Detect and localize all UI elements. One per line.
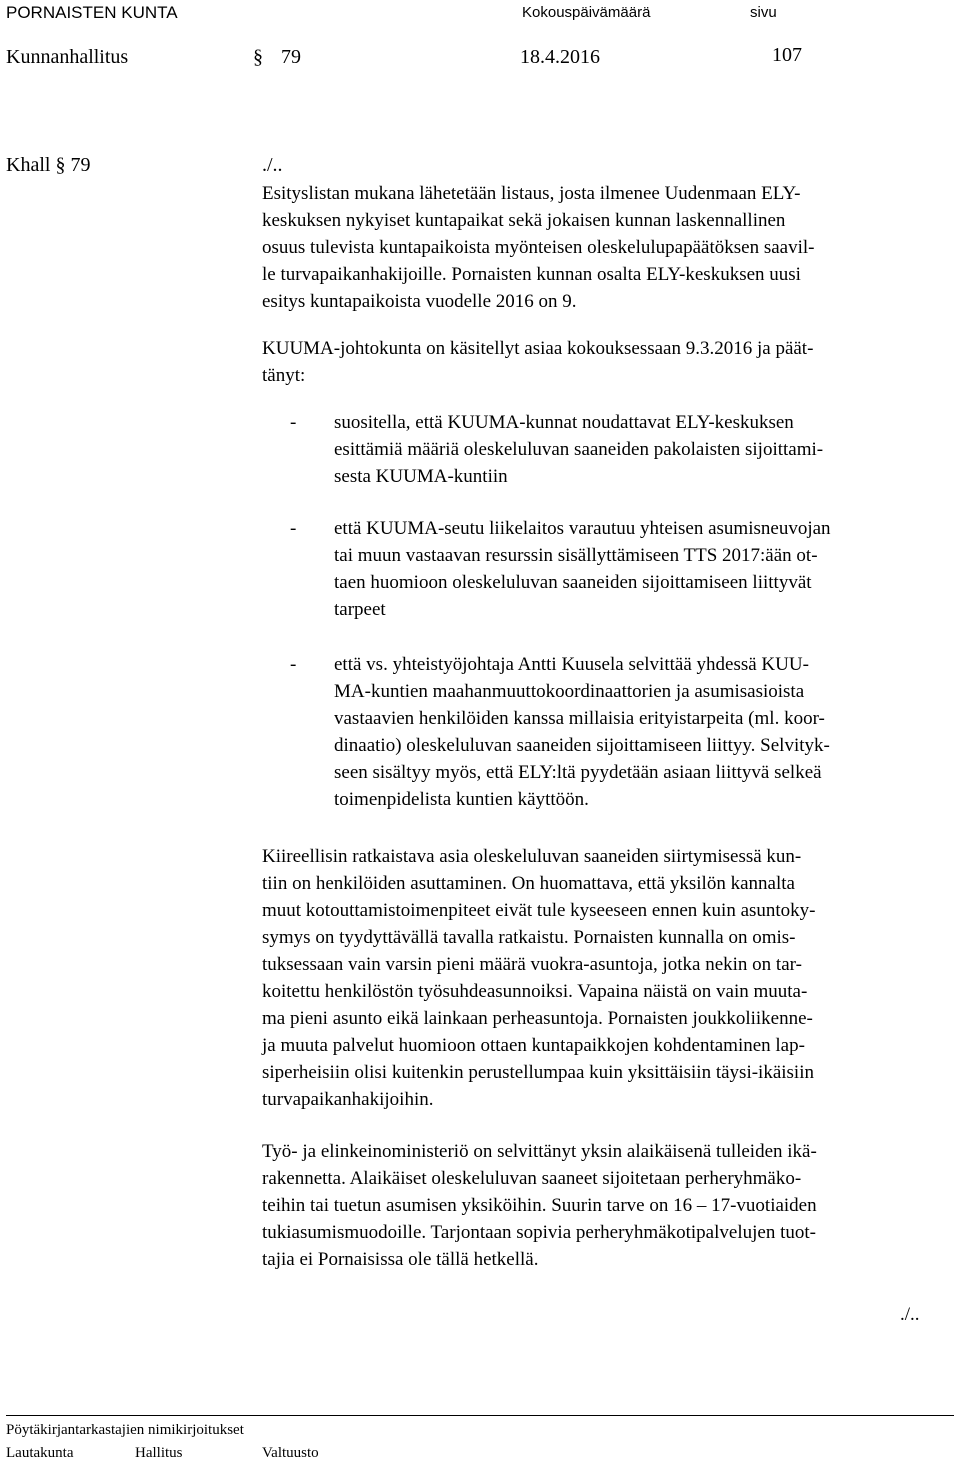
text-line: että vs. yhteistyöjohtaja Antti Kuusela selvittää yhdessä KUU- bbox=[334, 654, 809, 675]
text-line: koitettu henkilöstön työsuhdeasunnoiksi. Vapaina näistä on vain muuta- bbox=[262, 981, 808, 1002]
agenda-number: 79 bbox=[70, 154, 91, 176]
footer-board: Lautakunta bbox=[6, 1445, 74, 1461]
text-line: ma pieni asunto eikä lainkaan perheasuntoja. Pornaisten joukkoliikenne- bbox=[262, 1008, 813, 1029]
text-line: tukiasumismuodoille. Tarjontaan sopivia perheryhmäkotipalvelujen tuot- bbox=[262, 1222, 816, 1243]
text-line: tänyt: bbox=[262, 365, 306, 386]
text-line: tiin on henkilöiden asuttaminen. On huomattava, että yksilön kannalta bbox=[262, 873, 795, 894]
text-line: tai muun vastaavan resurssin sisällyttämiseen TTS 2017:ään ot- bbox=[334, 545, 818, 566]
text-line: ja muuta palvelut huomioon ottaen kuntapaikkojen kohdentaminen lap- bbox=[262, 1035, 805, 1056]
footer-government: Hallitus bbox=[135, 1445, 183, 1461]
agenda-section-sign: § bbox=[55, 154, 66, 176]
organization-name: PORNAISTEN KUNTA bbox=[6, 3, 178, 22]
text-line: turvapaikanhakijoihin. bbox=[262, 1089, 434, 1110]
bullet-item bbox=[334, 409, 952, 490]
text-line: esitys kuntapaikoista vuodelle 2016 on 9. bbox=[262, 291, 577, 312]
text-line: sesta KUUMA-kuntiin bbox=[334, 466, 508, 487]
text-line: tajia ei Pornaisissa ole tällä hetkellä. bbox=[262, 1249, 539, 1270]
paragraph-housing bbox=[262, 843, 952, 1113]
bullet-item bbox=[334, 651, 952, 813]
text-line: Kiireellisin ratkaistava asia oleskeluluvan saaneiden siirtymisessä kun- bbox=[262, 846, 802, 867]
text-line: tuksessaan vain varsin pieni määrä vuokra-asuntoja, jotka nekin on tar- bbox=[262, 954, 802, 975]
text-line: le turvapaikanhakijoille. Pornaisten kunnan osalta ELY-keskuksen uusi bbox=[262, 264, 801, 285]
paragraph-minors bbox=[262, 1138, 952, 1273]
paragraph-kuuma-decision bbox=[262, 335, 952, 389]
text-line: suositella, että KUUMA-kunnat noudattavat ELY-keskuksen bbox=[334, 412, 794, 433]
text-line: dinaatio) oleskeluluvan saaneiden sijoittamiseen liittyy. Selvityk- bbox=[334, 735, 830, 756]
page-label: sivu bbox=[750, 4, 777, 21]
text-line: teihin tai tuetun asumisen yksiköihin. Suurin tarve on 16 – 17-vuotiaiden bbox=[262, 1195, 817, 1216]
page-number: 107 bbox=[772, 44, 802, 66]
agenda-reference bbox=[6, 154, 90, 177]
text-line: taen huomioon oleskeluluvan saaneiden sijoittamiseen liittyvät bbox=[334, 572, 812, 593]
text-line: siperheisiin olisi kuitenkin perustellumpaa kuin yksittäisiin täysi-ikäisiin bbox=[262, 1062, 814, 1083]
text-line: rakennetta. Alaikäiset oleskeluluvan saaneet sijoitetaan perheryhmäko- bbox=[262, 1168, 802, 1189]
text-line: osuus tulevista kuntapaikoista myönteisen oleskelulupapäätöksen saavil- bbox=[262, 237, 815, 258]
text-line: muut kotouttamistoimenpiteet eivät tule kyseeseen ennen kuin asuntoky- bbox=[262, 900, 816, 921]
text-line: keskuksen nykyiset kuntapaikat sekä jokaisen kunnan laskennallinen bbox=[262, 210, 786, 231]
bullet-dash: - bbox=[290, 518, 297, 539]
footer-divider bbox=[6, 1415, 954, 1416]
continued-mark-top: ./.. bbox=[262, 154, 283, 176]
meeting-date-label: Kokouspäivämäärä bbox=[522, 4, 651, 21]
paragraph-listing bbox=[262, 180, 952, 315]
text-line: tarpeet bbox=[334, 599, 386, 620]
text-line: KUUMA-johtokunta on käsitellyt asiaa kokouksessaan 9.3.2016 ja päät- bbox=[262, 338, 814, 359]
section-number: 79 bbox=[281, 46, 301, 68]
text-line: MA-kuntien maahanmuuttokoordinaattorien ja asumisasioista bbox=[334, 681, 805, 702]
section-sign: § bbox=[253, 46, 263, 68]
bullet-item bbox=[334, 515, 952, 623]
agenda-ref-label: Khall bbox=[6, 154, 51, 176]
meeting-date: 18.4.2016 bbox=[520, 46, 600, 68]
body-name: Kunnanhallitus bbox=[6, 46, 129, 68]
bullet-dash: - bbox=[290, 412, 297, 433]
bullet-dash: - bbox=[290, 654, 297, 675]
text-line: Esityslistan mukana lähetetään listaus, josta ilmenee Uudenmaan ELY- bbox=[262, 183, 801, 204]
text-line: vastaavien henkilöiden kanssa millaisia erityistarpeita (ml. koor- bbox=[334, 708, 825, 729]
text-line: seen sisältyy myös, että ELY:ltä pyydetään asiaan liittyvä selkeä bbox=[334, 762, 822, 783]
text-line: Työ- ja elinkeinoministeriö on selvittänyt yksin alaikäisenä tulleiden ikä- bbox=[262, 1141, 817, 1162]
text-line: symys on tyydyttävällä tavalla ratkaistu. Pornaisten kunnalla on omis- bbox=[262, 927, 796, 948]
text-line: että KUUMA-seutu liikelaitos varautuu yhteisen asumisneuvojan bbox=[334, 518, 831, 539]
text-line: esittämiä määriä oleskeluluvan saaneiden pakolaisten sijoittami- bbox=[334, 439, 824, 460]
continued-mark-bottom: ./.. bbox=[900, 1304, 920, 1325]
footer-council: Valtuusto bbox=[262, 1445, 319, 1461]
signatures-label: Pöytäkirjantarkastajien nimikirjoitukset bbox=[6, 1422, 244, 1438]
text-line: toimenpidelista kuntien käyttöön. bbox=[334, 789, 589, 810]
